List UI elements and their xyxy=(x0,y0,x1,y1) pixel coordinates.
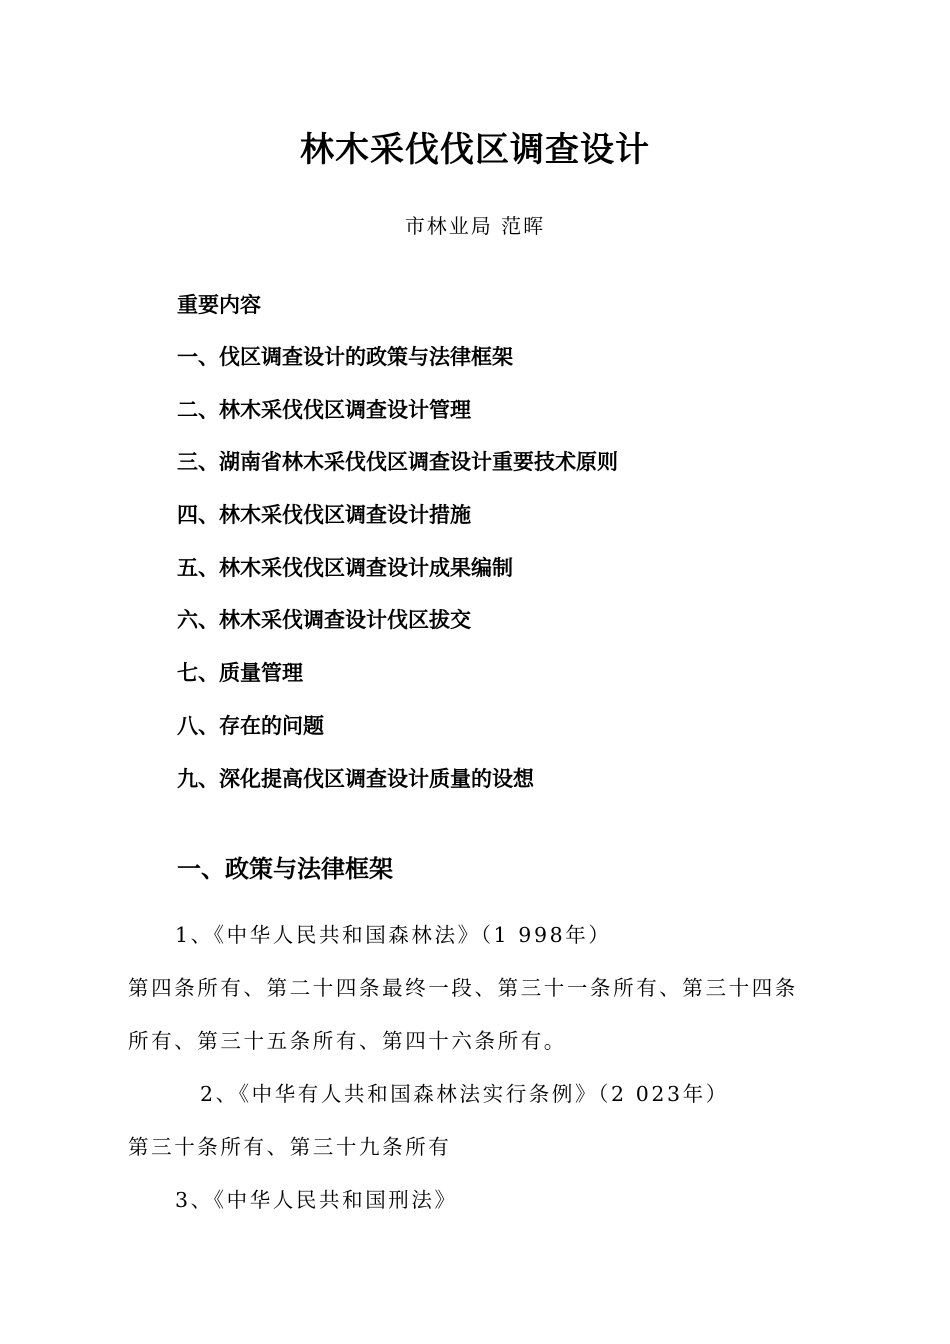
toc-item: 一、伐区调查设计的政策与法律框架 xyxy=(177,345,513,369)
toc-item: 六、林木采伐调查设计伐区拔交 xyxy=(177,608,471,633)
document-author: 市林业局 范晖 xyxy=(404,214,546,238)
law-item-body: 第四条所有、第二十四条最终一段、第三十一条所有、第三十四条 xyxy=(128,976,798,1000)
toc-item: 二、林木采伐伐区调查设计管理 xyxy=(177,397,471,422)
toc-heading: 重要内容 xyxy=(177,293,261,317)
toc-item: 五、林木采伐伐区调查设计成果编制 xyxy=(177,555,513,580)
toc-list xyxy=(177,342,618,816)
law-item-heading: 3、《中华人民共和国刑法》 xyxy=(175,1188,458,1212)
law-item-heading: 1、《中华人民共和国森林法》（1 998年） xyxy=(175,923,612,947)
law-item-body: 第三十条所有、第三十九条所有 xyxy=(128,1135,452,1159)
toc-item: 九、深化提高伐区调查设计质量的设想 xyxy=(177,766,534,791)
law-item-heading: 2、《中华有人共和国森林法实行条例》（2 023年） xyxy=(200,1082,729,1106)
section-heading: 一、政策与法律框架 xyxy=(177,855,393,883)
toc-item: 八、存在的问题 xyxy=(177,713,324,738)
document-title: 林木采伐伐区调查设计 xyxy=(300,130,650,170)
toc-item: 三、湖南省林木采伐伐区调查设计重要技术原则 xyxy=(177,450,618,475)
toc-item: 四、林木采伐伐区调查设计措施 xyxy=(177,503,471,528)
law-item-body: 所有、第三十五条所有、第四十六条所有。 xyxy=(128,1029,567,1053)
toc-item: 七、质量管理 xyxy=(177,661,303,686)
